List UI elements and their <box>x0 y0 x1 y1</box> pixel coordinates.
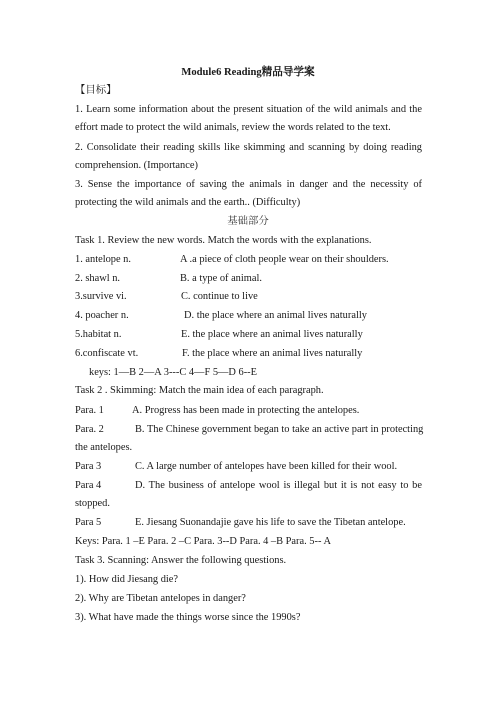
para-main-idea-continued: the antelopes. <box>75 442 133 453</box>
objective-2-line1: 2. Consolidate their reading skills like skimming and scanning by doing reading <box>75 142 422 153</box>
objective-1-line2: effort made to protect the wild animals, review the words related to the text. <box>75 122 391 133</box>
para-main-idea: C. A large number of antelopes have been killed for their wool. <box>135 461 398 472</box>
task3-heading: Task 3. Scanning: Answer the following questions. <box>75 555 287 566</box>
para-label: Para 4 <box>75 480 102 491</box>
vocab-word: 6.confiscate vt. <box>75 348 139 359</box>
vocab-word: 1. antelope n. <box>75 254 131 265</box>
para-label: Para 5 <box>75 517 102 528</box>
section-heading: 基础部分 <box>227 216 269 227</box>
vocab-explanation: A .a piece of cloth people wear on their shoulders. <box>180 254 389 265</box>
question-3: 3). What have made the things worse since the 1990s? <box>75 612 301 623</box>
objective-1-line1: 1. Learn some information about the present situation of the wild animals and the <box>75 104 422 115</box>
para-main-idea-continued: stopped. <box>75 498 110 509</box>
vocab-explanation: B. a type of animal. <box>180 273 262 284</box>
para-main-idea: D. The business of antelope wool is illegal but it is not easy to be <box>135 480 422 491</box>
vocab-explanation: F. the place where an animal lives naturally <box>182 348 363 359</box>
para-label: Para. 1 <box>75 405 104 416</box>
objectives-header: 【目标】 <box>75 85 117 96</box>
para-label: Para. 2 <box>75 424 104 435</box>
question-1: 1). How did Jiesang die? <box>75 574 179 585</box>
para-main-idea: E. Jiesang Suonandajie gave his life to save the Tibetan antelope. <box>135 517 406 528</box>
vocab-explanation: E. the place where an animal lives naturally <box>181 329 363 340</box>
document-title: Module6 Reading精品导学案 <box>181 67 315 78</box>
task2-keys: Keys: Para. 1 –E Para. 2 –C Para. 3--D Para. 4 –B Para. 5-- A <box>75 536 331 547</box>
task2-heading: Task 2 . Skimming: Match the main idea of each paragraph. <box>75 385 324 396</box>
task1-heading: Task 1. Review the new words. Match the words with the explanations. <box>75 235 372 246</box>
para-main-idea: B. The Chinese government began to take an active part in protecting <box>135 424 424 435</box>
task1-keys: keys: 1—B 2—A 3---C 4—F 5—D 6--E <box>89 367 257 378</box>
para-main-idea: A. Progress has been made in protecting the antelopes. <box>132 405 360 416</box>
vocab-word: 2. shawl n. <box>75 273 121 284</box>
vocab-explanation: D. the place where an animal lives naturally <box>184 310 367 321</box>
vocab-word: 4. poacher n. <box>75 310 129 321</box>
objective-3-line1: 3. Sense the importance of saving the animals in danger and the necessity of <box>75 179 422 190</box>
question-2: 2). Why are Tibetan antelopes in danger? <box>75 593 246 604</box>
vocab-word: 5.habitat n. <box>75 329 122 340</box>
objective-3-line2: protecting the wild animals and the earth.. (Difficulty) <box>75 197 301 208</box>
vocab-word: 3.survive vi. <box>75 291 127 302</box>
vocab-explanation: C. continue to live <box>181 291 258 302</box>
objective-2-line2: comprehension. (Importance) <box>75 160 198 171</box>
para-label: Para 3 <box>75 461 102 472</box>
